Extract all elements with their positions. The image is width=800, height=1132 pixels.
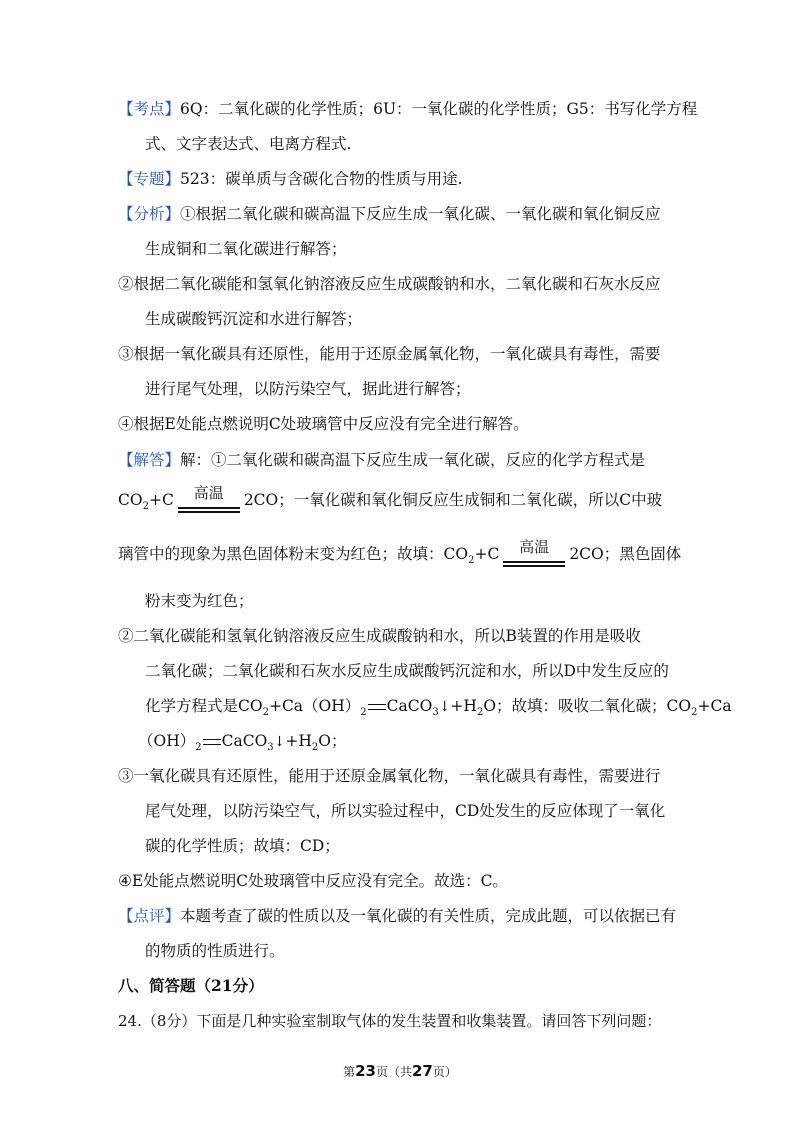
- condition-label: 高温: [519, 538, 550, 557]
- jieda-text-2: 2CO；一氧化碳和氧化铜反应生成铜和二氧化碳，所以C中玻: [243, 491, 663, 509]
- subscript: 2: [195, 742, 202, 754]
- jieda-tag: 【解答】: [118, 451, 181, 469]
- fenxi-line-6: 进行尾气处理，以防污染空气，据此进行解答；: [145, 380, 471, 398]
- subscript: 2: [262, 707, 269, 719]
- jieda-text-3b: 2CO；黑色固体: [569, 545, 682, 563]
- subscript: 2: [311, 742, 319, 754]
- formula-c: +C: [474, 545, 500, 563]
- jieda-line-9: ③一氧化碳具有还原性，能用于还原金属氧化物，一氧化碳具有毒性，需要进行: [118, 767, 661, 785]
- precipitate-arrow: ↓: [273, 734, 286, 750]
- footer-page-number: 23: [355, 1062, 376, 1080]
- jieda-line-8: [138, 730, 708, 759]
- subscript: 2: [142, 501, 149, 513]
- subscript: 2: [476, 707, 484, 719]
- fenxi-line-1: [118, 203, 688, 225]
- zhuanti-tag: 【专题】: [118, 170, 181, 188]
- fenxi-line-5: ③根据一氧化碳具有还原性，能用于还原金属氧化物，一氧化碳具有毒性，需要: [118, 345, 661, 363]
- jieda-line-5: ②二氧化碳能和氢氧化钠溶液反应生成碳酸钠和水，所以B装置的作用是吸收: [118, 627, 641, 645]
- condition-label: 高温: [193, 484, 224, 503]
- jieda-line-3: [118, 538, 688, 572]
- dianping-text-1: 本题考查了碳的性质以及一氧化碳的有关性质，完成此题，可以依据已有: [180, 907, 677, 925]
- footer-mid: 页（共: [375, 1065, 412, 1079]
- text-part: CaCO: [386, 697, 433, 715]
- jieda-line-4: 粉末变为红色；: [145, 592, 254, 610]
- jieda-line-10: 尾气处理，以防污染空气，所以实验过程中，CD处发生的反应体现了一氧化: [145, 802, 666, 820]
- fenxi-line-3: ②根据二氧化碳能和氢氧化钠溶液反应生成碳酸钠和水，二氧化碳和石灰水反应: [118, 275, 661, 293]
- dianping-line-1: [118, 905, 688, 927]
- text-part: +Ca: [697, 697, 732, 715]
- question-24: 24.（8分）下面是几种实验室制取气体的发生装置和收集装置。请回答下列问题：: [118, 1012, 662, 1030]
- equals-sign: [203, 739, 221, 745]
- footer-pre: 第: [343, 1065, 356, 1079]
- page-footer: [0, 1062, 800, 1080]
- text-part: O；故填：吸收二氧化碳；CO: [483, 697, 692, 715]
- jieda-text-3: 璃管中的现象为黑色固体粉末变为红色；故填：CO: [118, 545, 469, 563]
- jieda-line-2: [118, 484, 688, 518]
- fenxi-line-4: 生成碳酸钙沉淀和水进行解答；: [145, 310, 363, 328]
- jieda-line-6: 二氧化碳；二氧化碳和石灰水反应生成碳酸钙沉淀和水，所以D中发生反应的: [145, 662, 669, 680]
- text-part: +Ca（OH）: [268, 697, 361, 715]
- jieda-line-1: [118, 449, 688, 471]
- subscript: 3: [432, 707, 439, 719]
- subscript: 2: [468, 555, 475, 567]
- kaodian-tag: 【考点】: [118, 100, 181, 118]
- fenxi-text-1: ①根据二氧化碳和碳高温下反应生成一氧化碳、一氧化碳和氧化铜反应: [180, 205, 661, 223]
- precipitate-arrow: ↓: [438, 699, 451, 715]
- high-temp-equals: [501, 538, 567, 572]
- kaodian-line-1: [118, 98, 698, 120]
- zhuanti-line: [118, 168, 688, 190]
- jieda-line-12: ④E处能点燃说明C处玻璃管中反应没有完全。故选：C。: [118, 872, 508, 890]
- fenxi-line-2: 生成铜和二氧化碳进行解答；: [145, 240, 347, 258]
- text-part: （OH）: [138, 732, 196, 750]
- footer-total-pages: 27: [412, 1062, 433, 1080]
- text-part: +H: [285, 732, 312, 750]
- subscript: 2: [691, 707, 698, 719]
- kaodian-text-1: 6Q：二氧化碳的化学性质；6U：一氧化碳的化学性质；G5：书写化学方程: [180, 100, 698, 118]
- subscript: 3: [267, 742, 274, 754]
- text-part: 化学方程式是CO: [145, 697, 263, 715]
- jieda-text-1: 解：①二氧化碳和碳高温下反应生成一氧化碳，反应的化学方程式是: [180, 451, 646, 469]
- text-part: +H: [450, 697, 477, 715]
- section-heading: 八、简答题（21分）: [118, 976, 264, 995]
- text-part: O；: [318, 732, 347, 750]
- fenxi-tag: 【分析】: [118, 205, 181, 223]
- equals-sign: [368, 704, 386, 710]
- jieda-line-7: [145, 695, 732, 724]
- fenxi-line-7: ④根据E处能点燃说明C处玻璃管中反应没有完全进行解答。: [118, 415, 529, 433]
- text-part: CaCO: [221, 732, 268, 750]
- dianping-tag: 【点评】: [118, 907, 181, 925]
- formula-co: CO: [118, 491, 143, 509]
- subscript: 2: [360, 707, 367, 719]
- zhuanti-text: 523：碳单质与含碳化合物的性质与用途.: [180, 170, 463, 188]
- kaodian-line-2: 式、文字表达式、电离方程式.: [145, 135, 352, 153]
- footer-post: 页）: [432, 1065, 457, 1079]
- jieda-line-11: 碳的化学性质；故填：CD；: [145, 837, 340, 855]
- dianping-line-2: 的物质的性质进行。: [145, 942, 285, 960]
- formula-c: +C: [148, 491, 174, 509]
- high-temp-equals: [176, 484, 242, 518]
